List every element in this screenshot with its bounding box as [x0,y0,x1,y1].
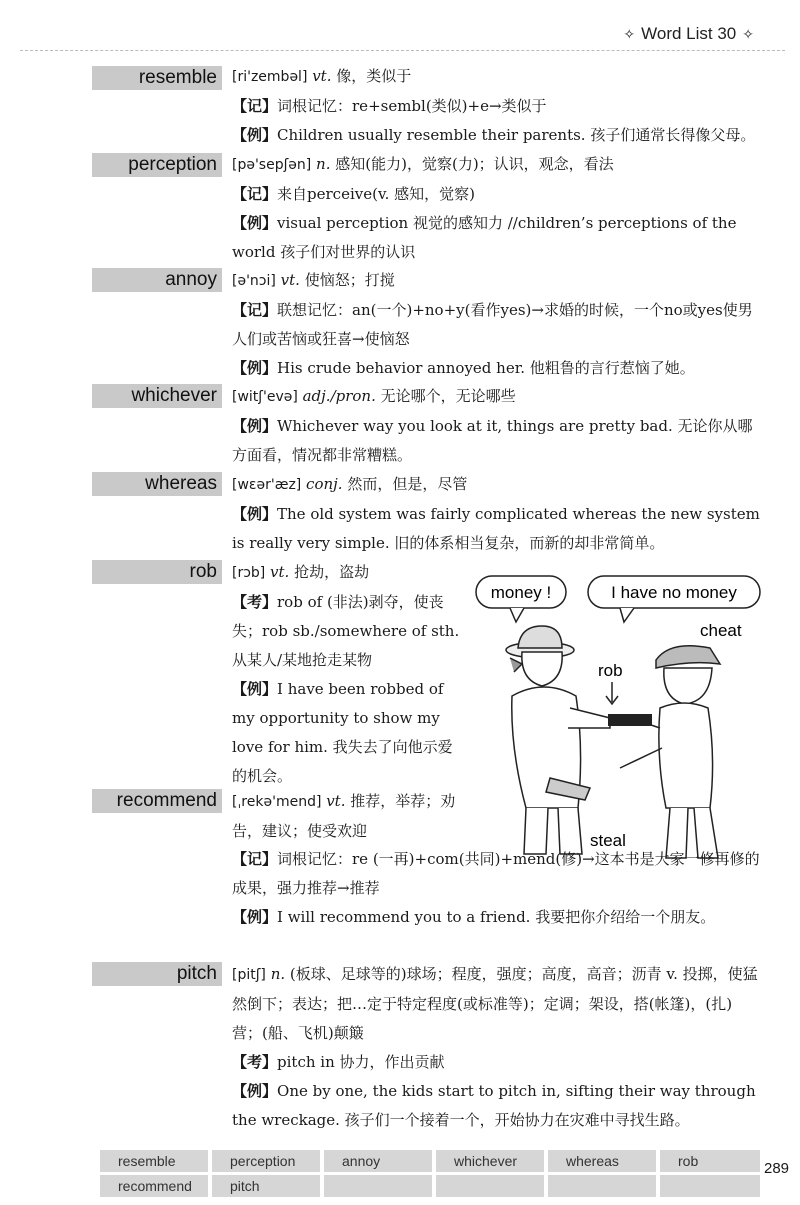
page-number: 289 [764,1160,790,1177]
phonetic: [witʃ'evə] [232,389,298,405]
entry-line: The old system was fairly complicated whereas the new system is really very simple. 旧的体系相当复杂，而新的却非常简单。 [232,505,760,552]
tag-label: 【例】 [232,417,278,435]
entry-resemble [232,62,762,150]
tag-label: 【记】 [232,185,278,203]
part-of-speech: conj. [306,475,343,493]
footer-empty-cell [548,1175,656,1197]
definition: 推荐，举荐；劝告，建议；使受欢迎 [232,792,456,840]
entry-annoy [232,266,762,383]
headword: resemble [92,66,222,90]
diamond-icon: ✧ [742,26,754,42]
bubble-money: money ! [490,583,552,602]
header-rule [20,50,785,51]
part-of-speech: vt. [270,563,290,581]
tag-label: 【记】 [232,850,278,868]
victim-figure [620,646,720,858]
headword: perception [92,153,222,177]
definition: 然而，但是，尽管 [347,475,468,493]
phonetic: [ri'zembəl] [232,69,308,85]
footer-word-index [100,1150,760,1198]
phonetic: [pitʃ] [232,967,266,983]
entry-line: 来自perceive(v. 感知，觉察) [277,185,476,203]
label-cheat: cheat [700,621,742,640]
part-of-speech: n. [270,965,286,983]
entry-line: His crude behavior annoyed her. 他粗鲁的言行惹恼了她。 [277,359,695,377]
speech-bubble-tail [620,608,634,622]
label-rob: rob [598,661,623,680]
robber-figure [506,626,610,854]
definition: 感知(能力)，觉察(力)；认识，观念，看法 [335,155,614,173]
entry-recommend [232,787,460,846]
footer-word: whereas [548,1150,656,1172]
gun-icon [608,714,652,726]
tag-label: 【考】 [232,1053,278,1071]
definition: 无论哪个，无论哪些 [380,387,516,405]
entry-line: I have been robbed of my opportunity to show my love for him. 我失去了向他示爱的机会。 [232,680,453,785]
entry-line: 联想记忆：an(一个)+no+y(看作yes)→求婚的时候，一个no或yes使男人们或苦恼或狂喜→使恼怒 [232,301,753,348]
phonetic: [rɔb] [232,565,266,581]
part-of-speech: n. [316,155,331,173]
footer-word: annoy [324,1150,432,1172]
header-title: Word List 30 [641,24,737,43]
label-steal: steal [590,831,626,850]
entry-line: One by one, the kids start to pitch in, sifting their way through the wreckage. 孩子们一个接着一个，开始协力在灾难中寻找生路。 [232,1082,756,1129]
tag-label: 【考】 [232,593,278,611]
part-of-speech: vt. [312,67,332,85]
footer-word: perception [212,1150,320,1172]
phonetic: [pə'sepʃən] [232,157,312,173]
part-of-speech: vt. [280,271,300,289]
part-of-speech: vt. [326,792,346,810]
headword: recommend [92,789,222,813]
entry-rob [232,558,460,791]
tag-label: 【例】 [232,126,278,144]
headword: rob [92,560,222,584]
entry-line: visual perception 视觉的感知力 //children’s perceptions of the world 孩子们对世界的认识 [232,214,737,261]
entry-line: pitch in 协力，作出贡献 [277,1053,445,1071]
footer-empty-cell [660,1175,760,1197]
headword: whichever [92,384,222,408]
phonetic: [wɛər'æz] [232,477,302,493]
entry-line: 词根记忆：re+sembl(类似)+e→类似于 [277,97,547,115]
tag-label: 【记】 [232,97,278,115]
headword: whereas [92,472,222,496]
diamond-icon: ✧ [623,26,636,42]
footer-word: pitch [212,1175,320,1197]
tag-label: 【例】 [232,680,278,698]
phonetic: [ə'nɔi] [232,273,276,289]
tag-label: 【例】 [232,214,278,232]
tag-label: 【例】 [232,1082,278,1100]
entry-line: Whichever way you look at it, things are pretty bad. 无论你从哪方面看，情况都非常糟糕。 [232,417,753,464]
footer-empty-cell [436,1175,544,1197]
entry-line: Children usually resemble their parents. 孩子们通常长得像父母。 [277,126,756,144]
entry-line: I will recommend you to a friend. 我要把你介绍给一个朋友。 [277,908,716,926]
footer-word: recommend [100,1175,208,1197]
footer-word: resemble [100,1150,208,1172]
footer-empty-cell [324,1175,432,1197]
phonetic: [ˌrekə'mend] [232,794,322,810]
tag-label: 【例】 [232,908,278,926]
tag-label: 【例】 [232,505,278,523]
entry-whichever [232,382,762,470]
entry-line: rob of (非法)剥夺，使丧失；rob sb./somewhere of sth. 从某人/某地抢走某物 [232,593,460,669]
definition: (板球、足球等的)球场；程度，强度；高度，高音；沥青 v. 投掷，使猛然倒下；表达；把…定于特定程度(或标准等)；定调；架设，搭(帐篷)，(扎)营；(船、飞机)颠簸 [232,965,758,1042]
entry-pitch [232,960,762,1135]
tag-label: 【记】 [232,301,278,319]
cartoon-illustration [470,568,770,868]
arrow-icon [606,682,618,704]
headword: pitch [92,962,222,986]
definition: 像，类似于 [336,67,412,85]
entry-whereas [232,470,762,558]
footer-word: whichever [436,1150,544,1172]
definition: 抢劫，盗劫 [294,563,370,581]
bubble-no-money: I have no money [611,583,737,602]
entry-perception [232,150,762,267]
entry-line: 词根记忆：re (一再)+com(共同)+mend(修)→这本书是大家一修再修的成果，强力推荐→推荐 [232,850,760,897]
running-header [617,24,760,44]
headword: annoy [92,268,222,292]
entry-recommend-cont [232,845,762,932]
part-of-speech: adj./pron. [302,387,376,405]
definition: 使恼怒；打搅 [304,271,395,289]
footer-word: rob [660,1150,760,1172]
speech-bubble-tail [510,608,524,622]
tag-label: 【例】 [232,359,278,377]
